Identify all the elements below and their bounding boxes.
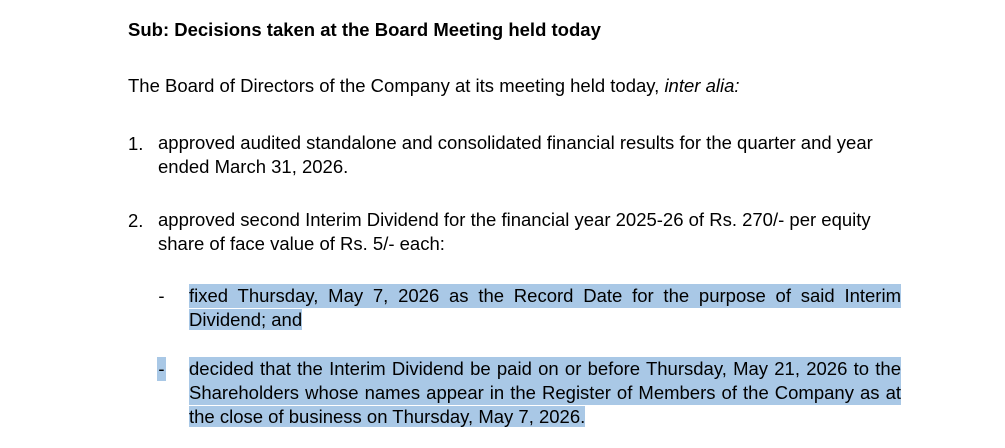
sub-item-line: decided that the Interim Dividend be paid on or before Thursday, May 21, 2026 to the	[189, 358, 901, 379]
list-item	[158, 131, 908, 179]
item-number: 1.	[128, 133, 144, 154]
sub-item-bullet: -	[158, 358, 165, 379]
sub-item-line-wrap	[189, 405, 901, 429]
item-line: approved audited standalone and consolidated financial results for the quarter and year	[158, 132, 873, 153]
intro-paragraph	[128, 75, 740, 97]
intro-text: The Board of Directors of the Company at its meeting held today,	[128, 75, 660, 96]
item-number: 2.	[128, 210, 144, 231]
sub-list-item	[189, 284, 901, 332]
subject-heading: Sub: Decisions taken at the Board Meeting held today	[128, 19, 601, 40]
list-item	[158, 208, 908, 256]
sub-item-line: Shareholders whose names appear in the Register of Members of the Company as at	[189, 382, 901, 403]
intro-latin-phrase: inter alia:	[664, 75, 740, 96]
sub-item-line: the close of business on Thursday, May 7, 2026.	[189, 406, 586, 427]
item-line: share of face value of Rs. 5/- each:	[158, 233, 445, 254]
sub-item-line: Dividend; and	[189, 309, 303, 330]
sub-item-bullet: -	[158, 285, 165, 306]
sub-item-line-wrap	[189, 308, 901, 332]
sub-item-line: fixed Thursday, May 7, 2026 as the Record Date for the purpose of said Interim	[189, 285, 901, 306]
sub-list-item	[189, 357, 901, 429]
item-line: ended March 31, 2026.	[158, 156, 349, 177]
item-line: approved second Interim Dividend for the financial year 2025-26 of Rs. 270/- per equity	[158, 209, 871, 230]
